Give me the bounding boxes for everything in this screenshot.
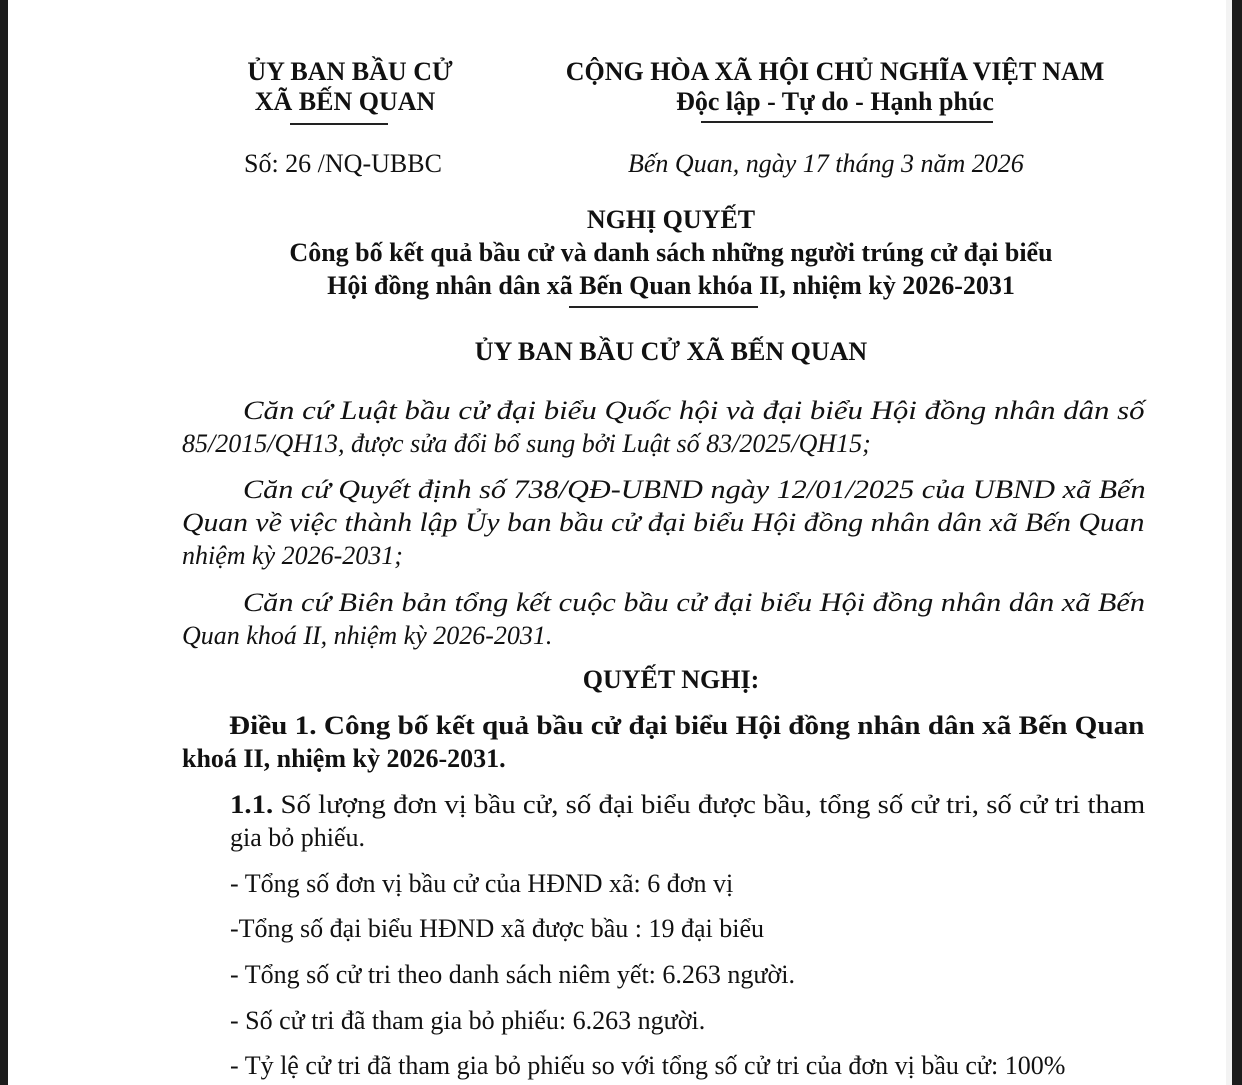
- preamble-3-line-2: Quan khoá II, nhiệm kỳ 2026-2031.: [182, 621, 553, 650]
- issuing-authority: ỦY BAN BẦU CỬ XÃ BẾN QUAN: [474, 337, 868, 366]
- section-1-1-line-1: [230, 790, 1145, 820]
- section-1-1-text: Số lượng đơn vị bầu cử, số đại biểu được bầu, tổng số cử tri, số cử tri tham: [273, 790, 1146, 819]
- stat-item: -Tổng số đại biểu HĐND xã được bầu : 19 đại biểu: [230, 914, 765, 943]
- stat-item: - Số cử tri đã tham gia bỏ phiếu: 6.263 người.: [230, 1006, 706, 1035]
- preamble-2-line-2: Quan về việc thành lập Ủy ban bầu cử đại biểu Hội đồng nhân dân xã Bến Quan: [182, 508, 1145, 537]
- decision-heading: QUYẾT NGHỊ:: [582, 665, 760, 694]
- document-type-title: NGHỊ QUYẾT: [586, 205, 756, 234]
- stat-item: - Tỷ lệ cử tri đã tham gia bỏ phiếu so với tổng số cử tri của đơn vị bầu cử: 100%: [230, 1051, 1066, 1080]
- document-number: Số: 26 /NQ-UBBC: [244, 149, 442, 178]
- section-1-1-line-2: gia bỏ phiếu.: [230, 823, 366, 852]
- document-subtitle-line-1: Công bố kết quả bầu cử và danh sách những người trúng cử đại biểu: [289, 238, 1053, 267]
- page-edge: [1226, 0, 1232, 1085]
- preamble-3-line-1: Căn cứ Biên bản tổng kết cuộc bầu cử đại biểu Hội đồng nhân dân xã Bến: [243, 588, 1145, 617]
- issuer-underline: [290, 123, 388, 125]
- article-1-line-1: Điều 1. Công bố kết quả bầu cử đại biểu Hội đồng nhân dân xã Bến Quan: [229, 711, 1145, 740]
- preamble-2-line-1: Căn cứ Quyết định số 738/QĐ-UBND ngày 12/01/2025 của UBND xã Bến: [243, 475, 1146, 504]
- national-motto: Độc lập - Tự do - Hạnh phúc: [676, 87, 994, 116]
- preamble-1-line-2: 85/2015/QH13, được sửa đổi bổ sung bởi Luật số 83/2025/QH15;: [182, 429, 871, 458]
- place-and-date: Bến Quan, ngày 17 tháng 3 năm 2026: [628, 149, 1024, 178]
- stat-item: - Tổng số đơn vị bầu cử của HĐND xã: 6 đơn vị: [230, 869, 734, 898]
- subtitle-underline: [569, 306, 758, 308]
- motto-underline: [701, 121, 993, 123]
- preamble-2-line-3: nhiệm kỳ 2026-2031;: [182, 541, 403, 570]
- section-number: 1.1.: [230, 790, 274, 819]
- document-subtitle-line-2: Hội đồng nhân dân xã Bến Quan khóa II, nhiệm kỳ 2026-2031: [327, 271, 1015, 300]
- issuer-line-1: ỦY BAN BẦU CỬ: [247, 57, 453, 86]
- preamble-1-line-1: Căn cứ Luật bầu cử đại biểu Quốc hội và đại biểu Hội đồng nhân dân số: [243, 396, 1145, 425]
- issuer-line-2: XÃ BẾN QUAN: [254, 87, 436, 116]
- article-1-line-2: khoá II, nhiệm kỳ 2026-2031.: [182, 744, 506, 773]
- national-title: CỘNG HÒA XÃ HỘI CHỦ NGHĨA VIỆT NAM: [565, 57, 1105, 86]
- stat-item: - Tổng số cử tri theo danh sách niêm yết: 6.263 người.: [230, 960, 795, 989]
